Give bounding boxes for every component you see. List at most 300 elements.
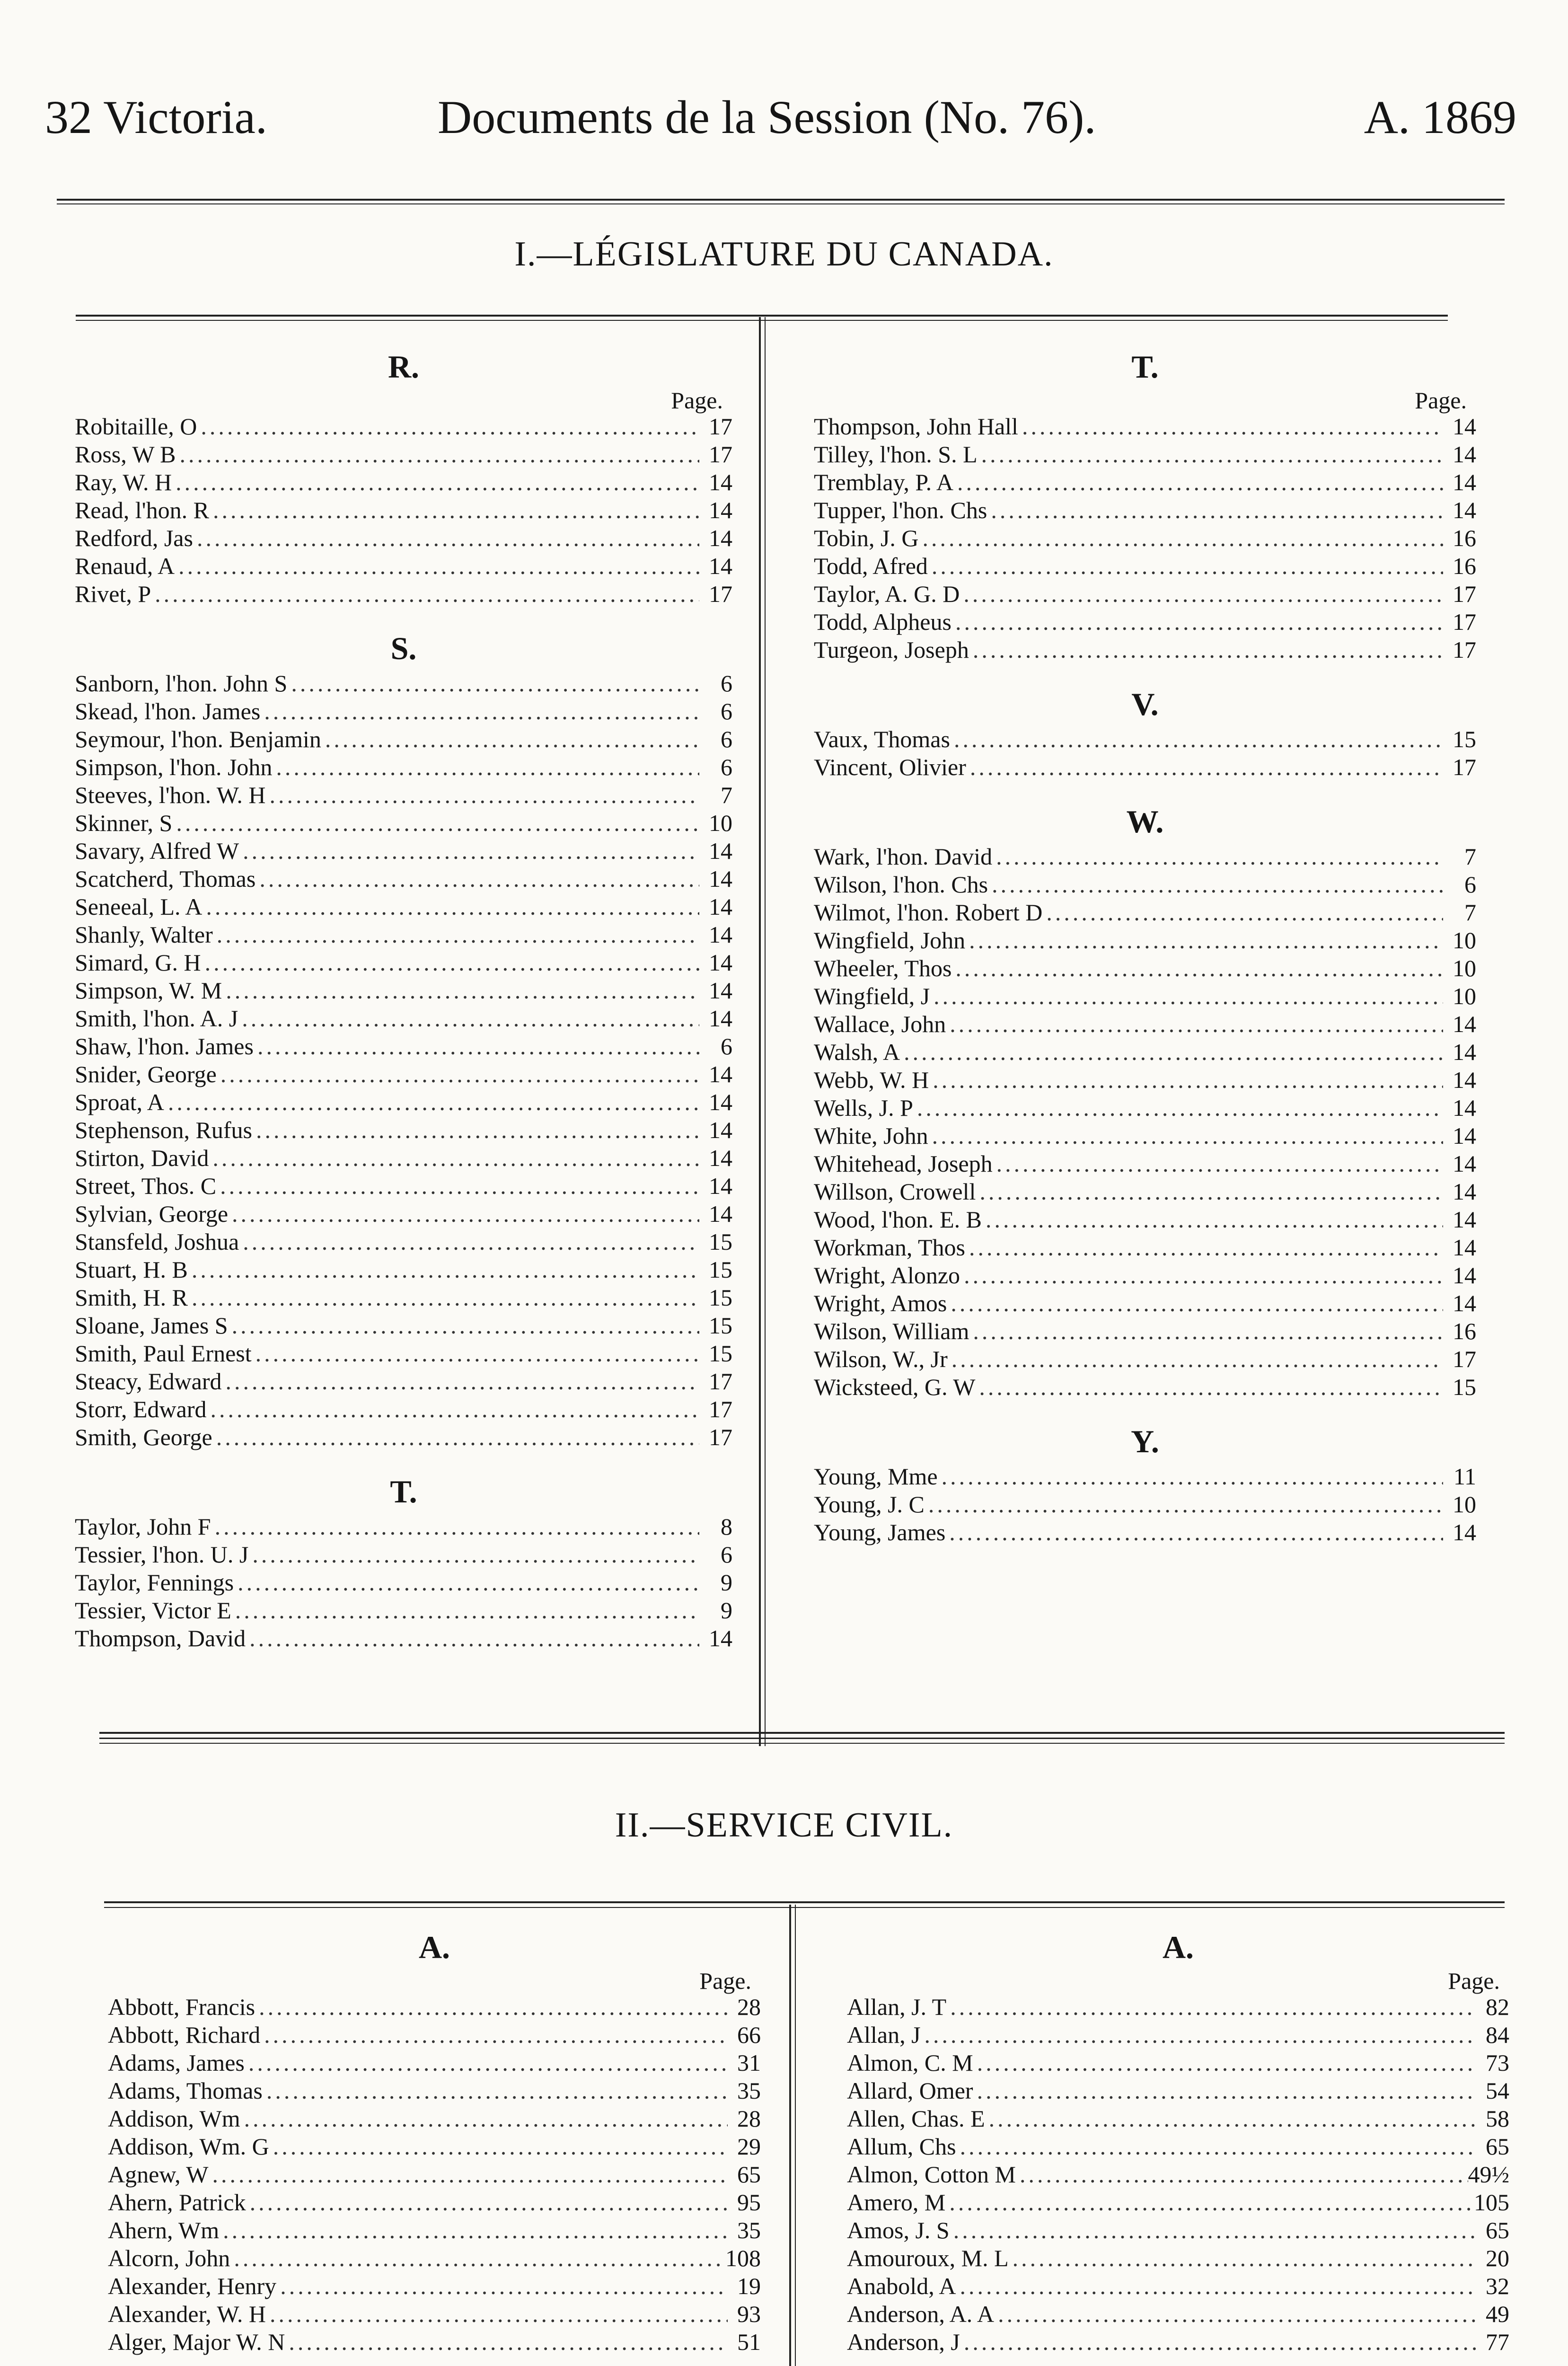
entry-name: Wallace, John xyxy=(814,1011,946,1037)
index-entry xyxy=(75,524,732,552)
entry-name: Ross, W B xyxy=(75,441,176,468)
entry-page-number: 20 xyxy=(1486,2245,1509,2271)
index-entry xyxy=(814,1518,1476,1546)
entry-name: Steacy, Edward xyxy=(75,1368,222,1395)
leader-dots xyxy=(1018,413,1443,441)
entry-name: Young, J. C xyxy=(814,1491,925,1518)
index-entry xyxy=(814,871,1476,899)
leader-dots xyxy=(951,954,1443,982)
entry-page-number: 10 xyxy=(1453,983,1476,1009)
leader-dots xyxy=(260,697,699,725)
leader-dots xyxy=(1042,899,1443,927)
index-entry xyxy=(75,441,732,468)
entry-page-number: 14 xyxy=(1453,1067,1476,1093)
entry-name: Wilson, l'hon. Chs xyxy=(814,871,988,898)
entry-name: Allen, Chas. E xyxy=(847,2105,985,2132)
index-entry xyxy=(814,725,1476,753)
index-entry xyxy=(847,2049,1509,2077)
index-entry xyxy=(75,697,732,725)
index-entry xyxy=(108,2272,761,2300)
entry-name: Steeves, l'hon. W. H xyxy=(75,782,266,808)
entry-page-number: 17 xyxy=(1453,754,1476,780)
leader-dots xyxy=(202,893,699,921)
entry-name: Amouroux, M. L xyxy=(847,2245,1009,2271)
entry-page-number: 10 xyxy=(709,810,732,836)
entry-page-number: 14 xyxy=(1453,1290,1476,1316)
leader-dots xyxy=(285,2328,728,2356)
leader-dots xyxy=(925,1491,1443,1518)
leader-dots xyxy=(231,1597,699,1624)
section1-rule-top-b xyxy=(76,320,1448,321)
leader-dots xyxy=(953,468,1443,496)
entry-page-number: 8 xyxy=(721,1513,732,1540)
entry-name: Alger, Major W. N xyxy=(108,2329,285,2355)
index-entry xyxy=(75,753,732,781)
leader-dots xyxy=(193,524,699,552)
index-entry xyxy=(847,2133,1509,2161)
entry-name: Wilson, W., Jr xyxy=(814,1346,948,1372)
entry-name: Ray, W. H xyxy=(75,469,172,495)
section1-rule-bottom-b xyxy=(99,1738,1505,1739)
index-entry xyxy=(814,468,1476,496)
index-entry xyxy=(75,1172,732,1200)
entry-page-number: 54 xyxy=(1486,2077,1509,2104)
leader-dots xyxy=(272,753,699,781)
leader-dots xyxy=(207,1395,700,1423)
entry-page-number: 95 xyxy=(737,2189,761,2216)
entry-page-number: 14 xyxy=(709,921,732,948)
index-letter-heading: A. xyxy=(1162,1929,1194,1965)
index-entry xyxy=(847,2244,1509,2272)
entry-name: Rivet, P xyxy=(75,581,151,607)
index-entry xyxy=(814,1234,1476,1262)
section1-title: I.—LÉGISLATURE DU CANADA. xyxy=(514,235,1054,274)
entry-page-number: 29 xyxy=(737,2133,761,2160)
index-entry xyxy=(75,1200,732,1228)
leader-dots xyxy=(287,670,699,697)
entry-name: Read, l'hon. R xyxy=(75,497,209,523)
entry-page-number: 16 xyxy=(1453,1318,1476,1344)
index-entry xyxy=(75,865,732,893)
entry-page-number: 9 xyxy=(721,1597,732,1624)
index-entry xyxy=(75,809,732,837)
index-entry xyxy=(108,2077,761,2105)
page-column-label: Page. xyxy=(1415,387,1467,414)
leader-dots xyxy=(217,1060,699,1088)
entry-name: Sloane, James S xyxy=(75,1312,228,1339)
entry-name: Young, James xyxy=(814,1519,946,1545)
leader-dots xyxy=(969,636,1443,664)
index-entry xyxy=(108,2049,761,2077)
index-entry xyxy=(75,413,732,441)
index-entry xyxy=(814,580,1476,608)
leader-dots xyxy=(946,1993,1476,2021)
entry-name: Smith, l'hon. A. J xyxy=(75,1005,238,1032)
leader-dots xyxy=(1016,2161,1468,2189)
entry-name: Tessier, Victor E xyxy=(75,1597,231,1624)
index-entry xyxy=(75,893,732,921)
entry-page-number: 7 xyxy=(721,782,732,808)
group-gap xyxy=(814,1401,1476,1420)
entry-page-number: 17 xyxy=(709,1396,732,1422)
entry-page-number: 82 xyxy=(1486,1994,1509,2020)
section1-rule-top-a xyxy=(76,315,1448,317)
entry-name: Simpson, l'hon. John xyxy=(75,754,273,780)
leader-dots xyxy=(946,1010,1443,1038)
index-entry xyxy=(847,2021,1509,2049)
entry-page-number: 14 xyxy=(709,893,732,920)
leader-dots xyxy=(919,524,1443,552)
leader-dots xyxy=(938,1463,1443,1491)
entry-name: Street, Thos. C xyxy=(75,1173,217,1199)
leader-dots xyxy=(985,2105,1476,2133)
index-entry xyxy=(847,2161,1509,2189)
entry-page-number: 51 xyxy=(737,2329,761,2355)
leader-dots xyxy=(1009,2244,1476,2272)
index-entry xyxy=(814,636,1476,664)
entry-name: Whitehead, Joseph xyxy=(814,1150,993,1177)
entry-name: White, John xyxy=(814,1122,928,1149)
leader-dots xyxy=(228,1200,699,1228)
group-gap xyxy=(814,664,1476,683)
entry-name: Tupper, l'hon. Chs xyxy=(814,497,987,523)
leader-dots xyxy=(960,2328,1476,2356)
entry-name: Wood, l'hon. E. B xyxy=(814,1206,982,1233)
index-entry xyxy=(814,1206,1476,1234)
leader-dots xyxy=(240,2105,728,2133)
entry-name: Thompson, John Hall xyxy=(814,413,1018,440)
leader-dots xyxy=(973,2049,1476,2077)
leader-dots xyxy=(213,921,699,949)
entry-name: Skinner, S xyxy=(75,810,173,836)
entry-page-number: 17 xyxy=(709,413,732,440)
entry-name: Abbott, Richard xyxy=(108,2022,261,2048)
leader-dots xyxy=(216,1172,699,1200)
index-entry xyxy=(108,2189,761,2216)
entry-name: Vaux, Thomas xyxy=(814,726,950,752)
entry-name: Anabold, A xyxy=(847,2273,956,2299)
leader-dots xyxy=(950,725,1443,753)
index-letter-heading: S. xyxy=(390,630,417,666)
entry-name: Todd, Alpheus xyxy=(814,609,951,635)
index-entry xyxy=(75,1284,732,1312)
entry-page-number: 14 xyxy=(1453,1095,1476,1121)
leader-dots xyxy=(978,441,1443,468)
leader-dots xyxy=(951,608,1443,636)
entry-page-number: 15 xyxy=(1453,726,1476,752)
section2-column-divider xyxy=(789,1905,791,2366)
entry-name: Workman, Thos xyxy=(814,1234,966,1261)
entry-name: Smith, H. R xyxy=(75,1284,188,1311)
index-entry xyxy=(847,2300,1509,2328)
entry-name: Wingfield, J xyxy=(814,983,930,1009)
entry-page-number: 49 xyxy=(1486,2301,1509,2327)
entry-name: Alexander, Henry xyxy=(108,2273,277,2299)
entry-page-number: 35 xyxy=(737,2077,761,2104)
entry-name: Wells, J. P xyxy=(814,1095,913,1121)
entry-name: Tobin, J. G xyxy=(814,525,919,551)
entry-page-number: 15 xyxy=(709,1256,732,1283)
entry-name: Wheeler, Thos xyxy=(814,955,952,981)
entry-name: Alexander, W. H xyxy=(108,2301,266,2327)
index-entry xyxy=(75,1340,732,1368)
index-letter-heading: R. xyxy=(388,349,420,385)
leader-dots xyxy=(252,1340,699,1368)
index-entry xyxy=(108,2105,761,2133)
entry-page-number: 14 xyxy=(1453,497,1476,523)
entry-page-number: 6 xyxy=(721,1033,732,1059)
entry-page-number: 14 xyxy=(1453,441,1476,468)
entry-name: Adams, James xyxy=(108,2049,245,2076)
entry-page-number: 6 xyxy=(721,1541,732,1568)
index-entry xyxy=(75,1541,732,1569)
leader-dots xyxy=(245,2049,728,2077)
entry-name: Shanly, Walter xyxy=(75,921,213,948)
entry-page-number: 108 xyxy=(725,2245,761,2271)
leader-dots xyxy=(208,2161,728,2189)
index-entry xyxy=(75,1312,732,1340)
leader-dots xyxy=(966,753,1443,781)
leader-dots xyxy=(172,809,699,837)
entry-name: Wingfield, John xyxy=(814,927,966,953)
entry-page-number: 14 xyxy=(709,949,732,976)
entry-name: Agnew, W xyxy=(108,2161,209,2188)
entry-name: Stuart, H. B xyxy=(75,1256,188,1283)
index-letter-heading: V. xyxy=(1131,686,1159,722)
entry-page-number: 14 xyxy=(1453,1011,1476,1037)
entry-name: Vincent, Olivier xyxy=(814,754,966,780)
entry-name: Allum, Chs xyxy=(847,2133,956,2160)
entry-name: Redford, Jas xyxy=(75,525,193,551)
index-entry xyxy=(75,496,732,524)
leader-dots xyxy=(254,1033,699,1060)
leader-dots xyxy=(222,1368,699,1395)
page-column-label: Page. xyxy=(671,387,723,414)
header-left: 32 Victoria. xyxy=(45,91,267,143)
index-entry xyxy=(847,2105,1509,2133)
entry-page-number: 15 xyxy=(709,1312,732,1339)
entry-page-number: 14 xyxy=(709,1145,732,1171)
leader-dots xyxy=(255,1993,728,2021)
leader-dots xyxy=(960,1262,1443,1289)
index-entry xyxy=(814,524,1476,552)
leader-dots xyxy=(945,1518,1443,1546)
entry-page-number: 17 xyxy=(709,581,732,607)
index-entry xyxy=(814,441,1476,468)
entry-name: Taylor, A. G. D xyxy=(814,581,960,607)
index-entry xyxy=(75,1513,732,1541)
entry-name: Shaw, l'hon. James xyxy=(75,1033,254,1059)
entry-page-number: 65 xyxy=(1486,2133,1509,2160)
leader-dots xyxy=(950,2216,1476,2244)
entry-page-number: 14 xyxy=(1453,1262,1476,1289)
entry-name: Stirton, David xyxy=(75,1145,209,1171)
entry-page-number: 14 xyxy=(1453,1206,1476,1233)
leader-dots xyxy=(222,977,699,1005)
entry-page-number: 14 xyxy=(709,865,732,892)
leader-dots xyxy=(176,441,699,468)
index-entry xyxy=(75,837,732,865)
leader-dots xyxy=(246,2189,728,2216)
leader-dots xyxy=(175,552,699,580)
entry-name: Sproat, A xyxy=(75,1089,164,1115)
index-entry xyxy=(814,608,1476,636)
entry-name: Wicksteed, G. W xyxy=(814,1374,976,1400)
index-entry xyxy=(75,670,732,697)
leader-dots xyxy=(238,1005,699,1033)
entry-page-number: 6 xyxy=(1464,871,1476,898)
entry-page-number: 15 xyxy=(709,1284,732,1311)
entry-name: Smith, George xyxy=(75,1424,212,1450)
leader-dots xyxy=(246,1624,699,1652)
leader-dots xyxy=(994,2300,1476,2328)
entry-page-number: 15 xyxy=(709,1340,732,1367)
leader-dots xyxy=(248,1541,699,1569)
index-letter-heading: W. xyxy=(1126,803,1164,839)
leader-dots xyxy=(930,982,1443,1010)
entry-name: Taylor, Fennings xyxy=(75,1569,234,1596)
entry-name: Walsh, A xyxy=(814,1039,900,1065)
entry-page-number: 17 xyxy=(709,1368,732,1395)
entry-page-number: 10 xyxy=(1453,955,1476,981)
entry-page-number: 7 xyxy=(1464,843,1476,870)
leader-dots xyxy=(276,2272,728,2300)
entry-name: Wright, Amos xyxy=(814,1290,947,1316)
entry-name: Anderson, A. A xyxy=(847,2301,995,2327)
index-entry xyxy=(814,1373,1476,1401)
section2-left-column xyxy=(108,1926,761,2356)
entry-name: Tilley, l'hon. S. L xyxy=(814,441,978,468)
page-column-label: Page. xyxy=(1448,1968,1500,1994)
index-entry xyxy=(814,1345,1476,1373)
entry-page-number: 66 xyxy=(737,2022,761,2048)
index-entry xyxy=(108,2300,761,2328)
index-entry xyxy=(847,1993,1509,2021)
leader-dots xyxy=(929,1066,1443,1094)
entry-name: Sanborn, l'hon. John S xyxy=(75,670,288,697)
entry-page-number: 6 xyxy=(721,754,732,780)
index-entry xyxy=(814,1094,1476,1122)
entry-page-number: 65 xyxy=(737,2161,761,2188)
header-center: Documents de la Session (No. 76). xyxy=(438,91,1096,143)
leader-dots xyxy=(260,2021,728,2049)
entry-name: Alcorn, John xyxy=(108,2245,230,2271)
entry-name: Almon, Cotton M xyxy=(847,2161,1016,2188)
section2-title: II.—SERVICE CIVIL. xyxy=(615,1806,953,1845)
leader-dots xyxy=(212,1423,699,1451)
index-entry xyxy=(75,1624,732,1652)
leader-dots xyxy=(947,1289,1443,1317)
section1-column-divider-2 xyxy=(765,317,766,1746)
entry-name: Scatcherd, Thomas xyxy=(75,865,256,892)
entry-page-number: 14 xyxy=(709,1625,732,1651)
leader-dots xyxy=(945,2189,1474,2216)
leader-dots xyxy=(265,781,699,809)
index-entry xyxy=(75,580,732,608)
section2-rule-top-a xyxy=(104,1901,1505,1903)
entry-name: Addison, Wm xyxy=(108,2105,240,2132)
index-entry xyxy=(75,1060,732,1088)
entry-name: Storr, Edward xyxy=(75,1396,207,1422)
leader-dots xyxy=(988,871,1443,899)
entry-name: Simard, G. H xyxy=(75,949,201,976)
leader-dots xyxy=(321,725,699,753)
index-entry xyxy=(75,1569,732,1597)
entry-name: Smith, Paul Ernest xyxy=(75,1340,252,1367)
index-letter-heading: Y. xyxy=(1131,1423,1159,1459)
entry-page-number: 16 xyxy=(1453,553,1476,579)
index-entry xyxy=(847,2189,1509,2216)
index-entry xyxy=(814,1038,1476,1066)
index-entry xyxy=(814,982,1476,1010)
entry-page-number: 11 xyxy=(1453,1463,1476,1490)
index-entry xyxy=(814,1178,1476,1206)
header-right: A. 1869 xyxy=(1364,91,1516,143)
index-entry xyxy=(75,1256,732,1284)
entry-name: Ahern, Patrick xyxy=(108,2189,246,2216)
leader-dots xyxy=(164,1088,699,1116)
entry-page-number: 14 xyxy=(709,838,732,864)
section1-rule-bottom-c xyxy=(99,1743,1505,1744)
entry-page-number: 17 xyxy=(1453,609,1476,635)
entry-name: Amos, J. S xyxy=(847,2217,950,2243)
leader-dots xyxy=(975,1373,1443,1401)
index-entry xyxy=(814,1010,1476,1038)
index-letter-heading: T. xyxy=(390,1474,417,1510)
leader-dots xyxy=(239,1228,699,1256)
leader-dots xyxy=(948,1345,1443,1373)
index-entry xyxy=(75,781,732,809)
entry-name: Wark, l'hon. David xyxy=(814,843,993,870)
entry-page-number: 9 xyxy=(721,1569,732,1596)
entry-name: Skead, l'hon. James xyxy=(75,698,261,724)
leader-dots xyxy=(230,2244,725,2272)
leader-dots xyxy=(209,1144,699,1172)
entry-page-number: 31 xyxy=(737,2049,761,2076)
entry-name: Adams, Thomas xyxy=(108,2077,263,2104)
index-entry xyxy=(108,2216,761,2244)
entry-page-number: 14 xyxy=(709,553,732,579)
entry-page-number: 6 xyxy=(721,698,732,724)
entry-name: Stephenson, Rufus xyxy=(75,1117,252,1143)
entry-page-number: 14 xyxy=(709,1173,732,1199)
entry-page-number: 17 xyxy=(709,441,732,468)
leader-dots xyxy=(982,1206,1443,1234)
entry-page-number: 17 xyxy=(1453,1346,1476,1372)
entry-page-number: 28 xyxy=(737,1994,761,2020)
entry-name: Webb, W. H xyxy=(814,1067,929,1093)
leader-dots xyxy=(188,1256,699,1284)
leader-dots xyxy=(992,843,1443,871)
leader-dots xyxy=(255,865,699,893)
leader-dots xyxy=(234,1569,699,1597)
entry-name: Anderson, J xyxy=(847,2329,960,2355)
section2-right-column xyxy=(847,1926,1509,2356)
index-entry xyxy=(814,843,1476,871)
entry-name: Sylvian, George xyxy=(75,1201,229,1227)
leader-dots xyxy=(928,1122,1443,1150)
entry-page-number: 28 xyxy=(737,2105,761,2132)
leader-dots xyxy=(188,1284,699,1312)
entry-page-number: 6 xyxy=(721,670,732,697)
section1-rule-bottom-a xyxy=(99,1732,1505,1734)
entry-name: Abbott, Francis xyxy=(108,1994,255,2020)
leader-dots xyxy=(209,496,699,524)
index-entry xyxy=(75,949,732,977)
entry-page-number: 14 xyxy=(1453,1178,1476,1205)
section2-rule-top-b xyxy=(104,1907,1505,1908)
index-entry xyxy=(814,899,1476,927)
